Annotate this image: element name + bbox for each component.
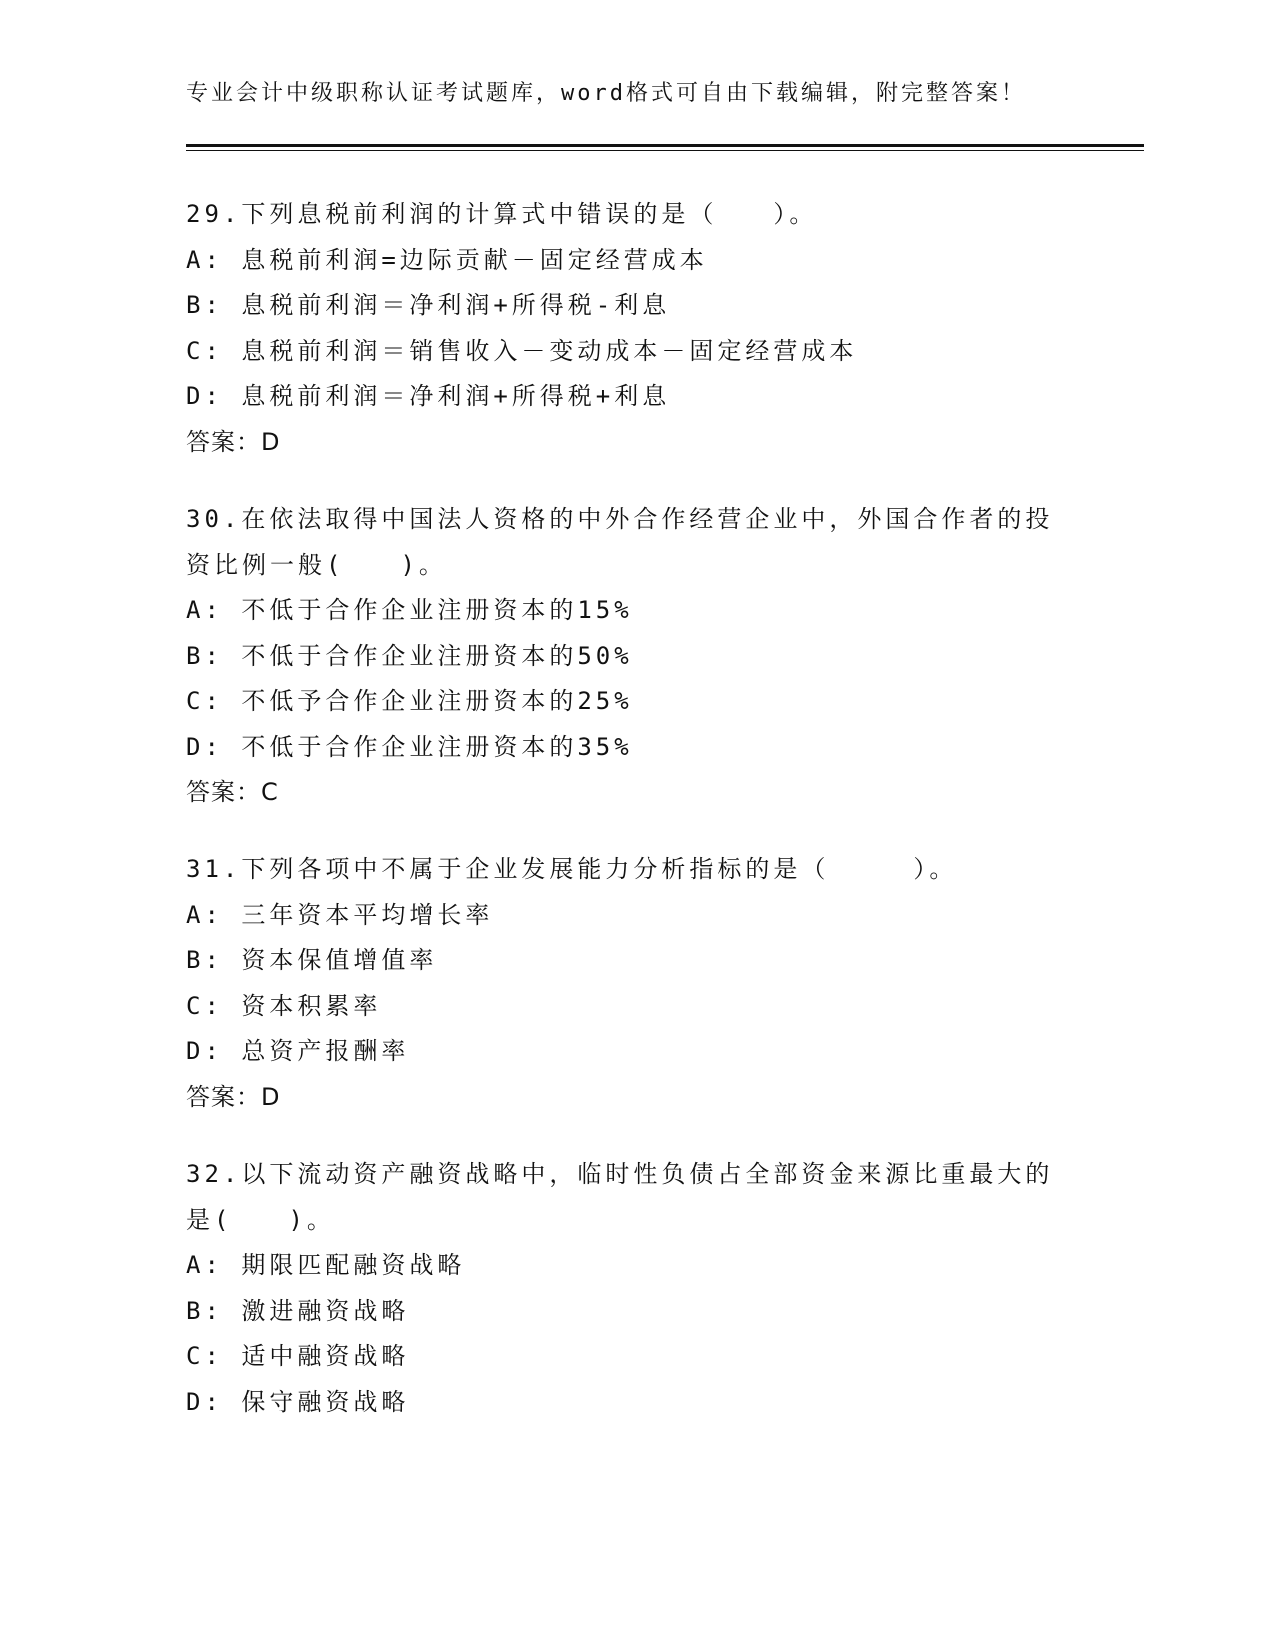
option-d: D: 保守融资战略 <box>186 1387 410 1416</box>
option-c: C: 不低予合作企业注册资本的25% <box>186 687 633 715</box>
option-b: B: 息税前利润＝净利润+所得税-利息 <box>186 291 671 319</box>
answer: 答案：D <box>186 1082 281 1111</box>
option-a: A: 息税前利润=边际贡献－固定经营成本 <box>186 245 708 274</box>
answer: 答案：D <box>186 427 281 456</box>
option-b: B: 不低于合作企业注册资本的50% <box>186 641 633 670</box>
page-header: 专业会计中级职称认证考试题库，word格式可自由下载编辑，附完整答案！ <box>186 81 1026 106</box>
question-stem: 29.下列息税前利润的计算式中错误的是（ ）。 <box>186 200 818 228</box>
option-c: C: 适中融资战略 <box>186 1342 410 1370</box>
option-d: D: 不低于合作企业注册资本的35% <box>186 732 633 761</box>
question-31 <box>186 847 1086 1120</box>
option-c: C: 息税前利润＝销售收入－变动成本－固定经营成本 <box>186 336 858 365</box>
option-a: A: 期限匹配融资战略 <box>186 1251 466 1279</box>
question-stem: 32.以下流动资产融资战略中，临时性负债占全部资金来源比重最大的 <box>186 1160 1054 1188</box>
question-30 <box>186 497 1086 816</box>
option-d: D: 息税前利润＝净利润+所得税+利息 <box>186 382 671 410</box>
question-stem-continued: 资比例一般( )。 <box>186 550 447 579</box>
question-stem: 31.下列各项中不属于企业发展能力分析指标的是（ ）。 <box>186 855 958 883</box>
question-29 <box>186 192 1086 465</box>
question-stem: 30.在依法取得中国法人资格的中外合作经营企业中，外国合作者的投 <box>186 505 1054 533</box>
question-32 <box>186 1152 1086 1425</box>
question-stem-continued: 是( )。 <box>186 1205 335 1234</box>
option-b: B: 激进融资战略 <box>186 1296 410 1325</box>
option-a: A: 不低于合作企业注册资本的15% <box>186 596 633 624</box>
option-a: A: 三年资本平均增长率 <box>186 900 494 929</box>
header-rule-thin <box>186 150 1144 151</box>
option-c: C: 资本积累率 <box>186 991 382 1020</box>
option-d: D: 总资产报酬率 <box>186 1037 410 1065</box>
option-b: B: 资本保值增值率 <box>186 946 438 974</box>
answer: 答案：C <box>186 778 279 806</box>
header-rule-thick <box>186 144 1144 147</box>
